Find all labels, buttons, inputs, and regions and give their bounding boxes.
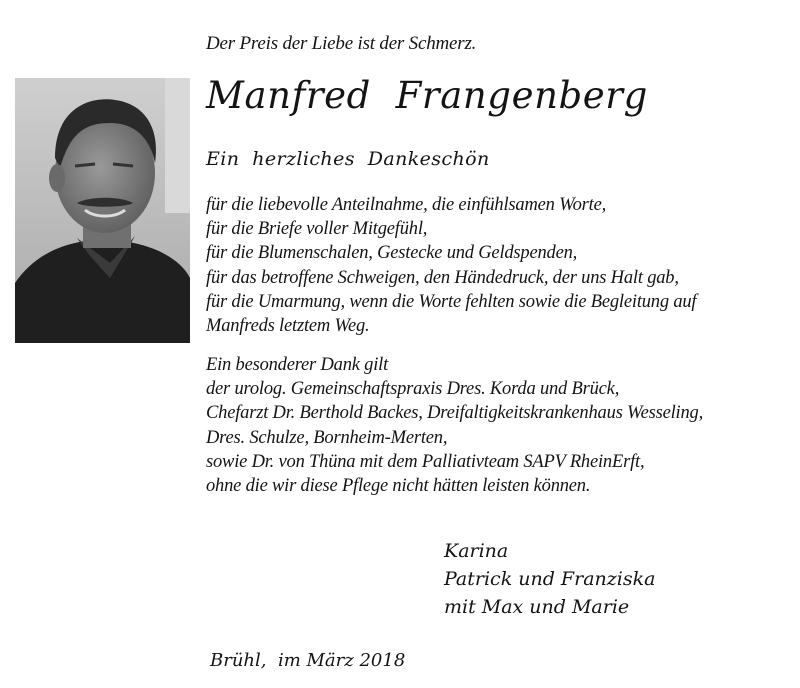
- special-thanks-line: der urolog. Gemeinschaftspraxis Dres. Korda und Brück,: [206, 379, 620, 400]
- gratitude-line: für die Blumenschalen, Gestecke und Geldspenden,: [206, 243, 578, 264]
- gratitude-line: für die liebevolle Anteilnahme, die einfühlsamen Worte,: [206, 195, 607, 215]
- special-thanks-line: Dres. Schulze, Bornheim-Merten,: [206, 427, 448, 448]
- gratitude-line: für das betroffene Schweigen, den Händedruck, der uns Halt gab,: [206, 267, 679, 288]
- motto-line: Der Preis der Liebe ist der Schmerz.: [206, 33, 477, 54]
- signature-line: mit Max und Marie: [444, 596, 630, 618]
- special-thanks-line: Ein besonderer Dank gilt: [206, 355, 389, 375]
- special-thanks-line: sowie Dr. von Thüna mit dem Palliativteam SAPV RheinErft,: [206, 451, 645, 472]
- gratitude-line: Manfreds letztem Weg.: [206, 316, 370, 337]
- signature-line: Karina: [444, 540, 509, 562]
- gratitude-line: für die Briefe voller Mitgefühl,: [206, 219, 428, 240]
- gratitude-list: [206, 193, 696, 338]
- gratitude-line: für die Umarmung, wenn die Worte fehlten sowie die Begleitung auf: [206, 291, 697, 312]
- deceased-name: Manfred Frangenberg: [206, 74, 648, 117]
- portrait-illustration: [15, 78, 190, 343]
- signature-line: Patrick und Franziska: [444, 568, 656, 590]
- special-thanks-line: ohne die wir diese Pflege nicht hätten leisten können.: [206, 476, 591, 497]
- special-thanks-list: [206, 353, 703, 498]
- special-thanks-line: Chefarzt Dr. Berthold Backes, Dreifaltigkeitskrankenhaus Wesseling,: [206, 403, 703, 424]
- thanks-heading: Ein herzliches Dankeschön: [206, 148, 490, 170]
- portrait-photo: [15, 78, 190, 343]
- place-and-date: Brühl, im März 2018: [210, 650, 406, 671]
- family-signature: [444, 537, 655, 621]
